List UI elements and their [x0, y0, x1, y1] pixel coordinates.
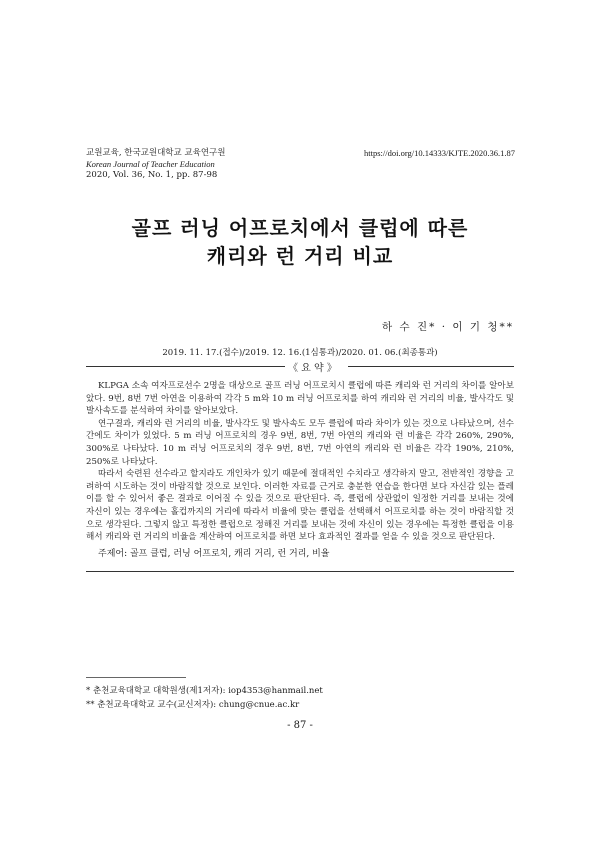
publisher-line: 교원교육, 한국교원대학교 교육연구원	[86, 148, 226, 158]
footnote-corresponding-author: ** 춘천교육대학교 교수(교신저자): chung@cnue.ac.kr	[86, 700, 300, 710]
abstract-paragraph-2: 연구결과, 캐리와 런 거리의 비율, 발사각도 및 발사속도 모두 클럽에 따라 차이가 있는 것으로 나타났으며, 선수 간에도 차이가 있었다. 5 m 러닝 어프로치의 경우 9번, 8번, 7번 아연의 캐리와 런 비율은 각각 260%, 290%, 300%로 나타났다. 10 m 러닝 어프로치의 경우 9번, 8번, 7번 아연의 캐리와 런 비율은 각각 190%, 210%, 250%로 나타났다.	[86, 418, 514, 467]
footnote-rule	[86, 677, 186, 678]
author-names: 하 수 진* · 이 기 청**	[382, 321, 514, 333]
page-number: - 87 -	[287, 720, 313, 731]
title-line-2: 캐리와 런 거리 비교	[206, 244, 394, 268]
journal-english-name: Korean Journal of Teacher Education	[86, 159, 215, 169]
review-dates: 2019. 11. 17.(접수)/2019. 12. 16.(1심통과)/2020. 01. 06.(최종통과)	[162, 348, 438, 358]
summary-rule-left	[86, 366, 285, 367]
footnote-first-author: * 춘천교육대학교 대학원생(제1저자): iop4353@hanmail.net	[86, 686, 323, 696]
title-line-1: 골프 러닝 어프로치에서 클럽에 따른	[131, 216, 469, 240]
summary-heading: 《 요 약 》	[288, 363, 337, 374]
journal-header	[86, 148, 225, 181]
abstract-body	[86, 380, 514, 544]
paper-title	[0, 214, 600, 270]
abstract-paragraph-1: KLPGA 소속 여자프로선수 2명을 대상으로 골프 러닝 어프로치시 클럽에 따른 캐리와 런 거리의 차이를 알아보았다. 9번, 8번 7번 아연을 이용하여 각각 5 m와 10 m 러닝 어프로치를 하여 캐리와 런 거리의 비율, 발사각도 및 발사속도를 분석하여 차이를 알아보았다.	[86, 381, 514, 417]
volume-info: 2020, Vol. 36, No. 1, pp. 87-98	[86, 170, 218, 180]
summary-rule-right	[348, 366, 514, 367]
abstract-paragraph-3: 따라서 숙련된 선수라고 할지라도 개인차가 있기 때문에 절대적인 수치라고 생각하지 말고, 전반적인 경향을 고려하여 시도하는 것이 바람직할 것으로 보인다. 이러한 자료를 근거로 충분한 연습을 한다면 보다 자신감 있는 플레이를 할 수 있어서 좋은 결과로 이어질 수 있을 것으로 판단된다. 즉, 클럽에 상관없이 일정한 거리를 보내는 것에 자신이 있는 경우에는 홀컵까지의 거리에 따라서 비율에 맞는 클럽을 선택해서 어프로치를 하는 것이 바람직할 것으로 생각된다. 그렇지 않고 특정한 클럽으로 정해진 거리를 보내는 것에 자신이 있는 경우에는 특정한 클럽을 이용해서 캐리와 런 거리의 비율을 계산하여 어프로치를 하면 보다 효과적인 결과를 얻을 수 있을 것으로 판단된다.	[86, 469, 514, 543]
abstract-bottom-rule	[86, 571, 514, 572]
doi-link[interactable]: https://doi.org/10.14333/KJTE.2020.36.1.87	[364, 148, 515, 158]
keywords-line: 주제어: 골프 클럽, 러닝 어프로치, 캐리 거리, 런 거리, 비율	[98, 549, 330, 559]
